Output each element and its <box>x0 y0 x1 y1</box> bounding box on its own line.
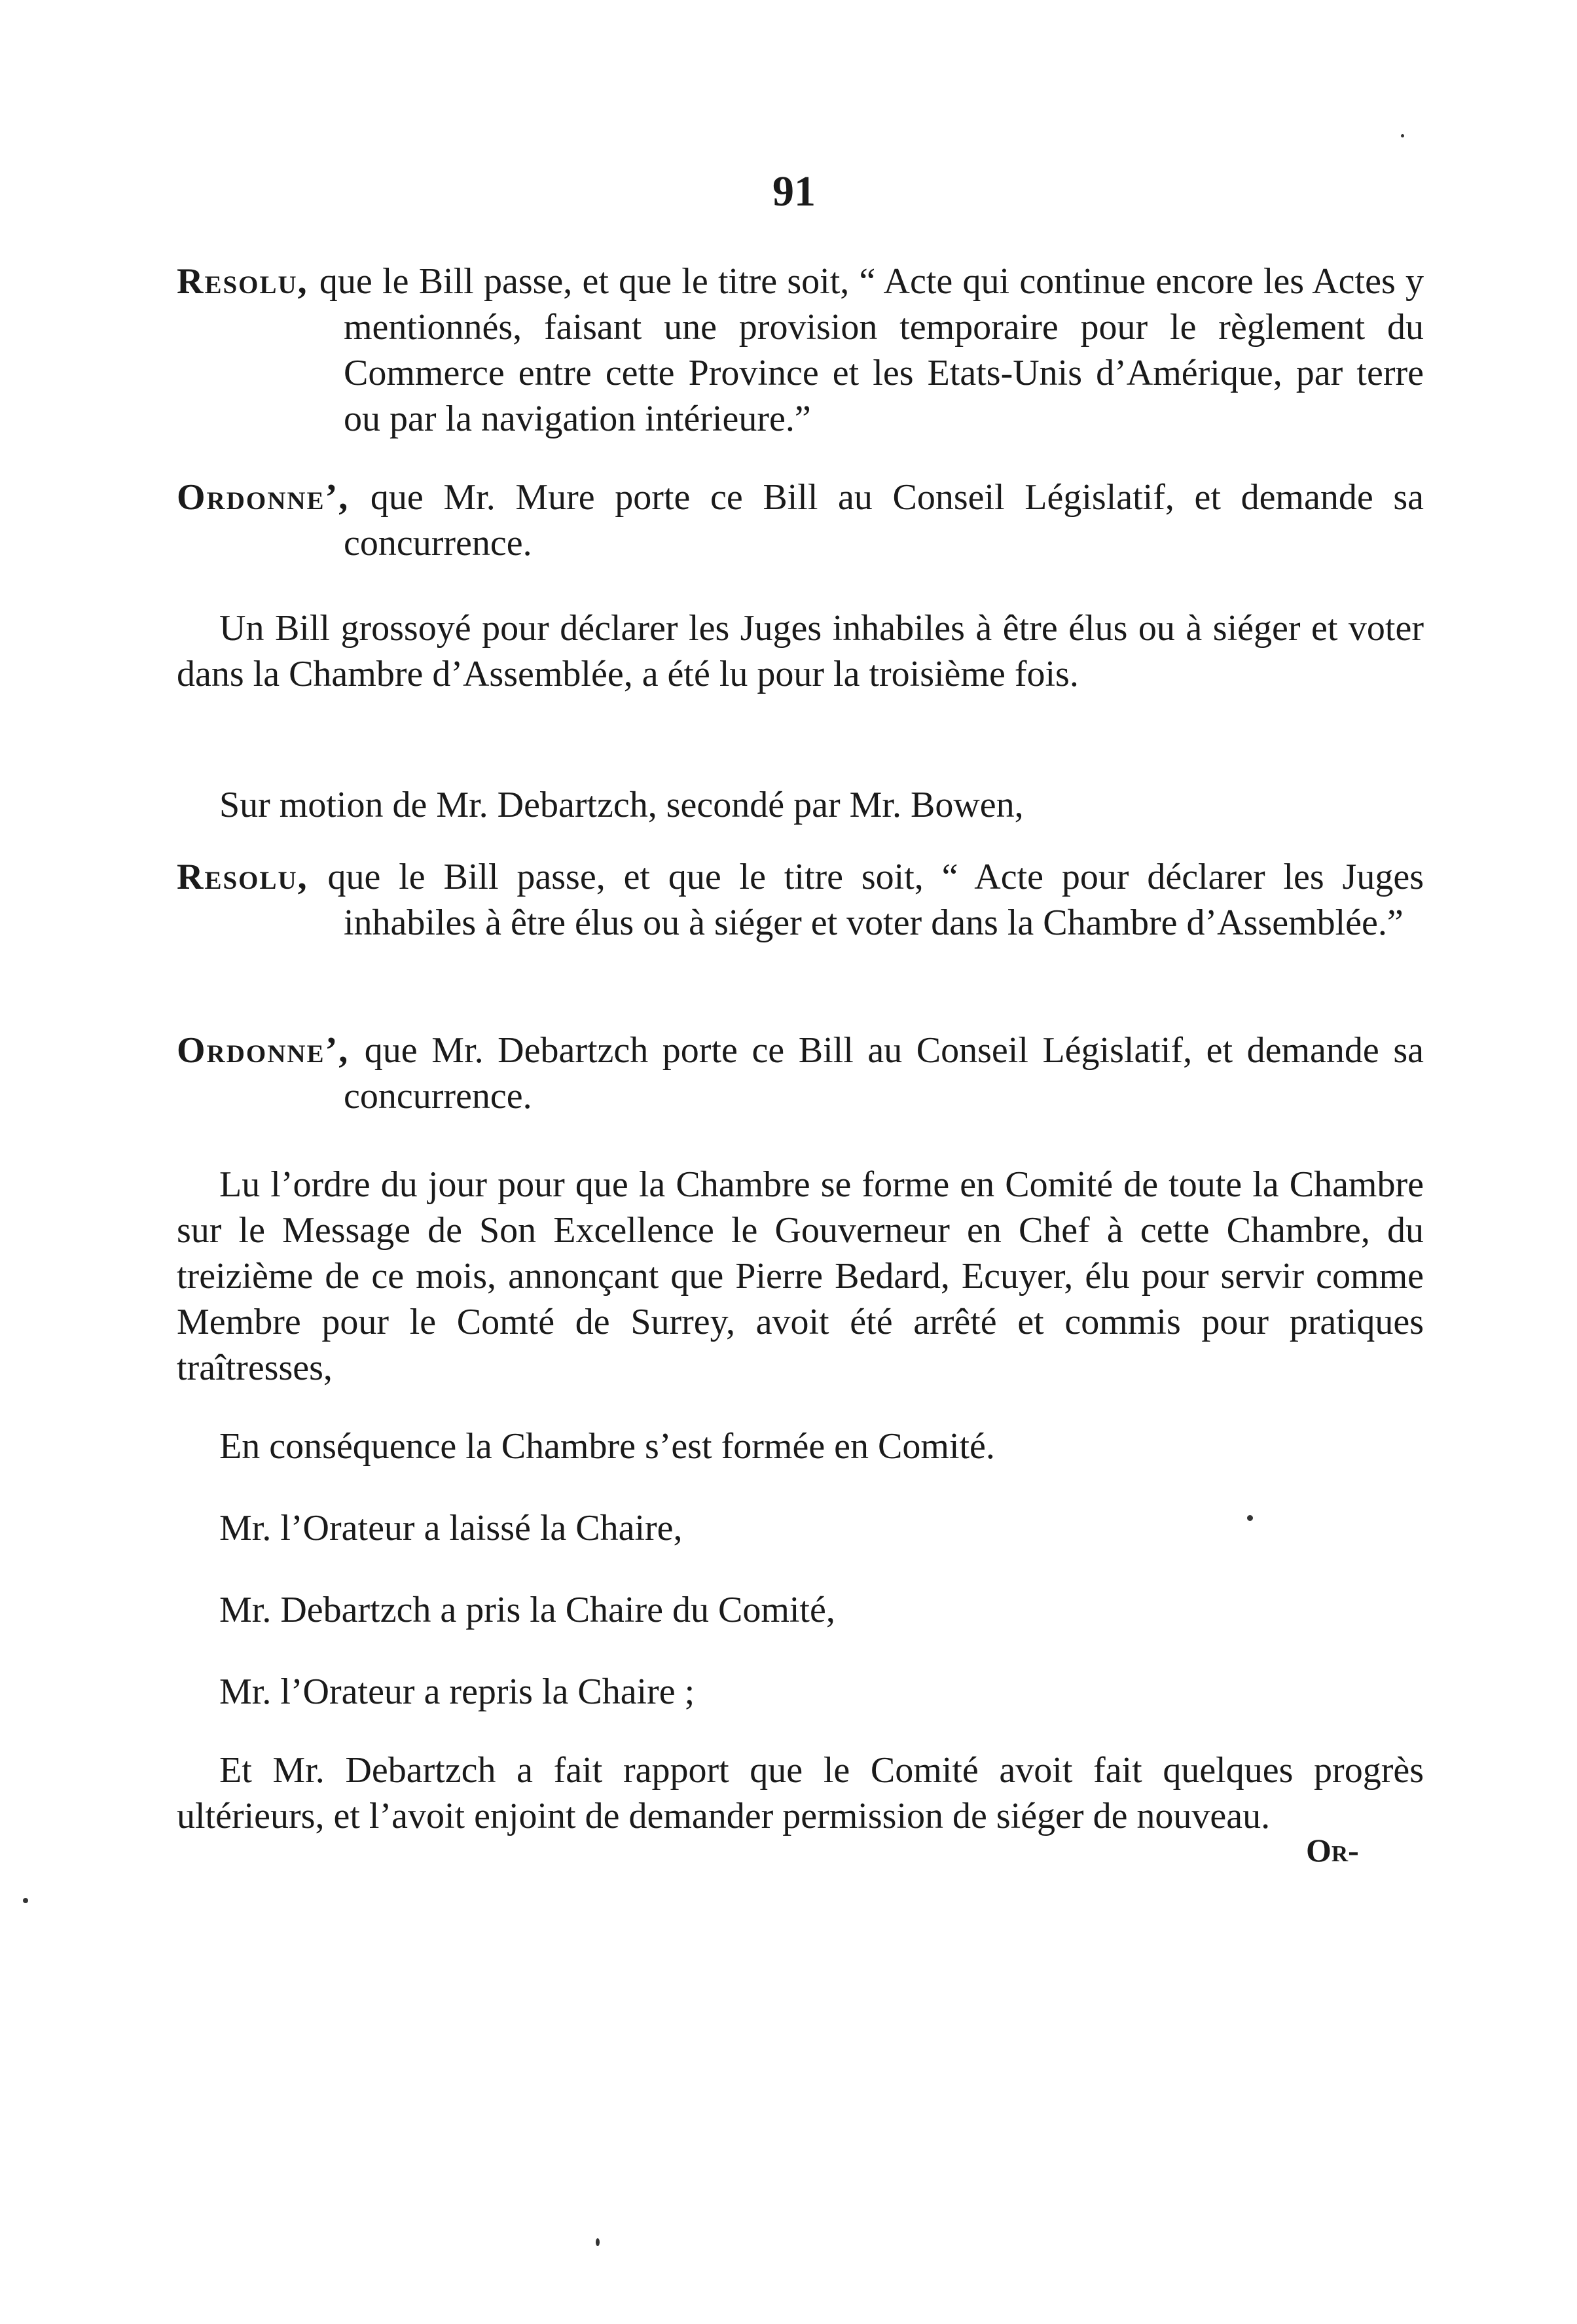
proceeding-line: Mr. l’Orateur a repris la Chaire ; <box>219 1671 695 1712</box>
order-paragraph <box>177 474 1424 566</box>
proceeding-line: En conséquence la Chambre s’est formée en Comité. <box>219 1426 995 1467</box>
paragraph-text: Et Mr. Debartzch a fait rapport que le Comité avoit fait quelques progrès ultérieurs, et l’avoit enjoint de demander permission de siéger de nouveau. <box>177 1750 1424 1836</box>
paper-speck <box>23 1898 28 1903</box>
paragraph-lead: Resolu, <box>177 857 328 897</box>
paragraph-text: que le Bill passe, et que le titre soit, “ Acte qui continue encore les Actes y mentionnés, faisant une provision temporaire pour le règlement du Commerce entre cette Province et les Etats-Unis d’Amérique, par terre ou par la navigation intérieure.” <box>319 261 1424 439</box>
paragraph-text: Un Bill grossoyé pour déclarer les Juges inhabiles à être élus ou à siéger et voter dans la Chambre d’Assemblée, a été lu pour la troisième fois. <box>177 608 1424 694</box>
paragraph-text: que le Bill passe, et que le titre soit, “ Acte pour déclarer les Juges inhabiles à être élus ou à siéger et voter dans la Chambre d’Assemblée.” <box>327 857 1424 943</box>
paragraph-text: Lu l’ordre du jour pour que la Chambre se forme en Comité de toute la Chambre sur le Message de Son Excellence le Gouverneur en Chef à cette Chambre, du treizième de ce mois, annonçant que Pierre Bedard, Ecuyer, élu pour servir comme Membre pour le Comté de Surrey, avoit été arrêté et commis pour pratiques traîtresses, <box>177 1164 1424 1388</box>
paper-speck <box>1247 1515 1253 1521</box>
paper-speck <box>1401 134 1404 137</box>
paragraph-text: que Mr. Debartzch porte ce Bill au Conseil Législatif, et demande sa concurrence. <box>344 1030 1424 1117</box>
paragraph-text: que Mr. Mure porte ce Bill au Conseil Législatif, et demande sa concurrence. <box>344 477 1424 563</box>
paper-speck <box>596 2238 600 2246</box>
resolution-paragraph <box>177 259 1424 442</box>
body-paragraph <box>177 1747 1424 1839</box>
paragraph-lead: Ordonne’, <box>177 477 371 518</box>
catchword: Or- <box>1306 1832 1359 1868</box>
paragraph-lead: Ordonne’, <box>177 1030 365 1071</box>
proceeding-line: Mr. Debartzch a pris la Chaire du Comité, <box>219 1590 835 1630</box>
page-number: 91 <box>772 168 816 215</box>
body-paragraph <box>177 1162 1424 1391</box>
order-paragraph <box>177 1028 1424 1119</box>
paragraph-lead: Resolu, <box>177 261 319 302</box>
proceeding-line: Mr. l’Orateur a laissé la Chaire, <box>219 1508 683 1548</box>
resolution-paragraph <box>177 854 1424 946</box>
motion-line: Sur motion de Mr. Debartzch, secondé par Mr. Bowen, <box>219 785 1024 825</box>
body-paragraph <box>177 605 1424 697</box>
